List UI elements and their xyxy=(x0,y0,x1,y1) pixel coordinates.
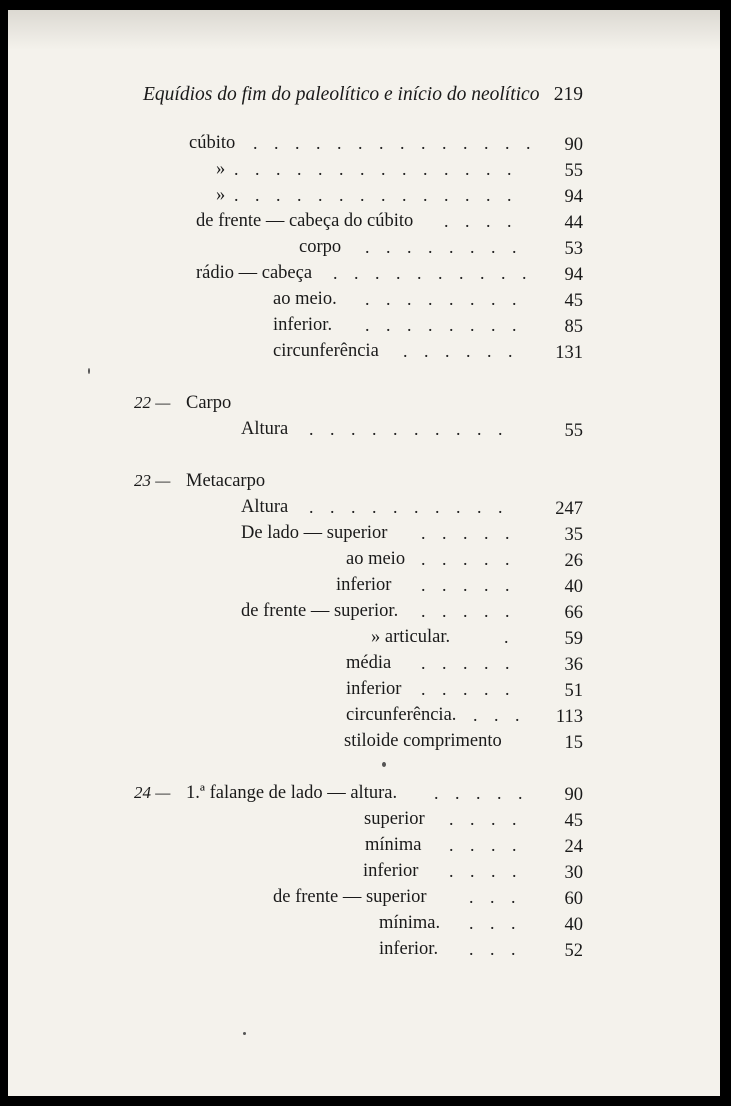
row-value: 44 xyxy=(564,213,583,233)
row-label: inferior. xyxy=(273,315,333,335)
leader-dots: . . . . . . . . . . . . . . xyxy=(234,185,518,205)
row-value: 40 xyxy=(564,915,583,935)
table-row xyxy=(189,313,583,337)
scan-speck xyxy=(243,1032,246,1035)
row-label: de frente — cabeça do cúbito xyxy=(196,211,414,231)
table-row xyxy=(189,677,583,701)
table-row xyxy=(189,729,583,753)
scan-speck xyxy=(382,762,386,767)
table-row xyxy=(189,911,583,935)
leader-dots: . . . . . . . . xyxy=(365,315,523,335)
row-value: 55 xyxy=(564,421,583,441)
row-label: » xyxy=(216,185,226,205)
leader-dots: . xyxy=(504,627,515,647)
leader-dots: . . . . . . . . . . xyxy=(309,419,509,439)
leader-dots: . . . . . . . . xyxy=(365,289,523,309)
page-number: 219 xyxy=(553,84,583,105)
table-row xyxy=(189,547,583,571)
row-label: stiloide comprimento xyxy=(344,731,502,751)
header-title: Equídios do fim do paleolítico e início do neolítico xyxy=(143,84,540,105)
leader-dots: . . . . . xyxy=(421,601,516,621)
row-label: ao meio xyxy=(346,549,406,569)
row-label: circunferência. xyxy=(346,705,457,725)
table-row xyxy=(189,521,583,545)
table-row xyxy=(189,859,583,883)
row-label: cúbito xyxy=(189,133,236,153)
row-label: de frente — superior xyxy=(273,887,427,907)
row-value: 53 xyxy=(564,239,583,259)
row-label: mínima. xyxy=(379,913,441,933)
leader-dots: . . . . . . . . . . . . . . xyxy=(253,133,537,153)
table-row xyxy=(189,625,583,649)
table-row xyxy=(189,599,583,623)
leader-dots: . . . . xyxy=(449,809,523,829)
row-label: De lado — superior xyxy=(241,523,388,543)
table-row xyxy=(189,183,583,207)
row-value: 59 xyxy=(564,629,583,649)
table-row xyxy=(189,339,583,363)
table-row xyxy=(189,573,583,597)
row-value: 45 xyxy=(564,291,583,311)
row-label: » articular. xyxy=(371,627,451,647)
table-row xyxy=(189,651,583,675)
row-value: 60 xyxy=(564,889,583,909)
table-row xyxy=(189,261,583,285)
table-row xyxy=(189,937,583,961)
row-value: 90 xyxy=(564,785,583,805)
leader-dots: . . . . . xyxy=(421,523,516,543)
row-label: inferior. xyxy=(379,939,439,959)
row-value: 24 xyxy=(564,837,583,857)
row-value: 85 xyxy=(564,317,583,337)
row-value: 15 xyxy=(564,733,583,753)
scan-speck xyxy=(88,368,90,374)
section-number: 24 — xyxy=(134,783,171,802)
row-label: inferior xyxy=(346,679,402,699)
leader-dots: . . . . . xyxy=(421,575,516,595)
table-row xyxy=(189,703,583,727)
row-value: 90 xyxy=(564,135,583,155)
leader-dots: . . . xyxy=(469,913,522,933)
row-value: 51 xyxy=(564,681,583,701)
row-value: 94 xyxy=(564,265,583,285)
row-label: circunferência xyxy=(273,341,379,361)
row-value: 45 xyxy=(564,811,583,831)
leader-dots: . . . . . xyxy=(434,783,529,803)
leader-dots: . . . . . . xyxy=(403,341,519,361)
table-row xyxy=(189,287,583,311)
row-label: 1.ª falange de lado — altura. xyxy=(186,783,398,803)
section-number: 23 — xyxy=(134,471,171,490)
leader-dots: . . . . . . . . . . xyxy=(333,263,533,283)
table-row xyxy=(189,495,583,519)
table-row xyxy=(189,131,583,155)
table-row xyxy=(189,157,583,181)
table-row xyxy=(189,885,583,909)
leader-dots: . . . . . . . . . . . . . . xyxy=(234,159,518,179)
row-label: ao meio. xyxy=(273,289,337,309)
row-label: média xyxy=(346,653,392,673)
book-page xyxy=(8,10,720,1096)
row-value: 35 xyxy=(564,525,583,545)
table-row xyxy=(134,781,583,805)
table-row xyxy=(189,235,583,259)
leader-dots: . . . . . xyxy=(421,549,516,569)
row-value: 40 xyxy=(564,577,583,597)
row-label: Altura xyxy=(241,497,289,517)
row-value: 131 xyxy=(555,343,583,363)
row-label: inferior xyxy=(336,575,392,595)
table-row xyxy=(189,209,583,233)
row-label: superior xyxy=(364,809,425,829)
table-row xyxy=(189,807,583,831)
section-heading xyxy=(134,391,583,415)
row-value: 94 xyxy=(564,187,583,207)
row-value: 55 xyxy=(564,161,583,181)
table-row xyxy=(189,833,583,857)
row-value: 113 xyxy=(555,707,583,727)
row-value: 36 xyxy=(564,655,583,675)
leader-dots: . . . xyxy=(473,705,526,725)
section-title: Metacarpo xyxy=(186,471,266,491)
row-value: 52 xyxy=(564,941,583,961)
leader-dots: . . . xyxy=(469,887,522,907)
leader-dots: . . . . xyxy=(449,835,523,855)
row-label: rádio — cabeça xyxy=(196,263,313,283)
row-label: inferior xyxy=(363,861,419,881)
section-number: 22 — xyxy=(134,393,171,412)
row-label: de frente — superior. xyxy=(241,601,399,621)
row-label: corpo xyxy=(299,237,342,257)
leader-dots: . . . . . xyxy=(421,653,516,673)
row-value: 66 xyxy=(564,603,583,623)
leader-dots: . . . . xyxy=(444,211,518,231)
leader-dots: . . . . xyxy=(449,861,523,881)
section-title: Carpo xyxy=(186,393,232,413)
leader-dots: . . . . . . . . xyxy=(365,237,523,257)
row-label: Altura xyxy=(241,419,289,439)
leader-dots: . . . . . . . . . . xyxy=(309,497,509,517)
row-value: 26 xyxy=(564,551,583,571)
table-row xyxy=(189,417,583,441)
row-value: 247 xyxy=(555,499,583,519)
section-heading xyxy=(134,469,583,493)
row-label: mínima xyxy=(365,835,422,855)
row-label: » xyxy=(216,159,226,179)
leader-dots: . . . . . xyxy=(421,679,516,699)
leader-dots: . . . xyxy=(469,939,522,959)
row-value: 30 xyxy=(564,863,583,883)
